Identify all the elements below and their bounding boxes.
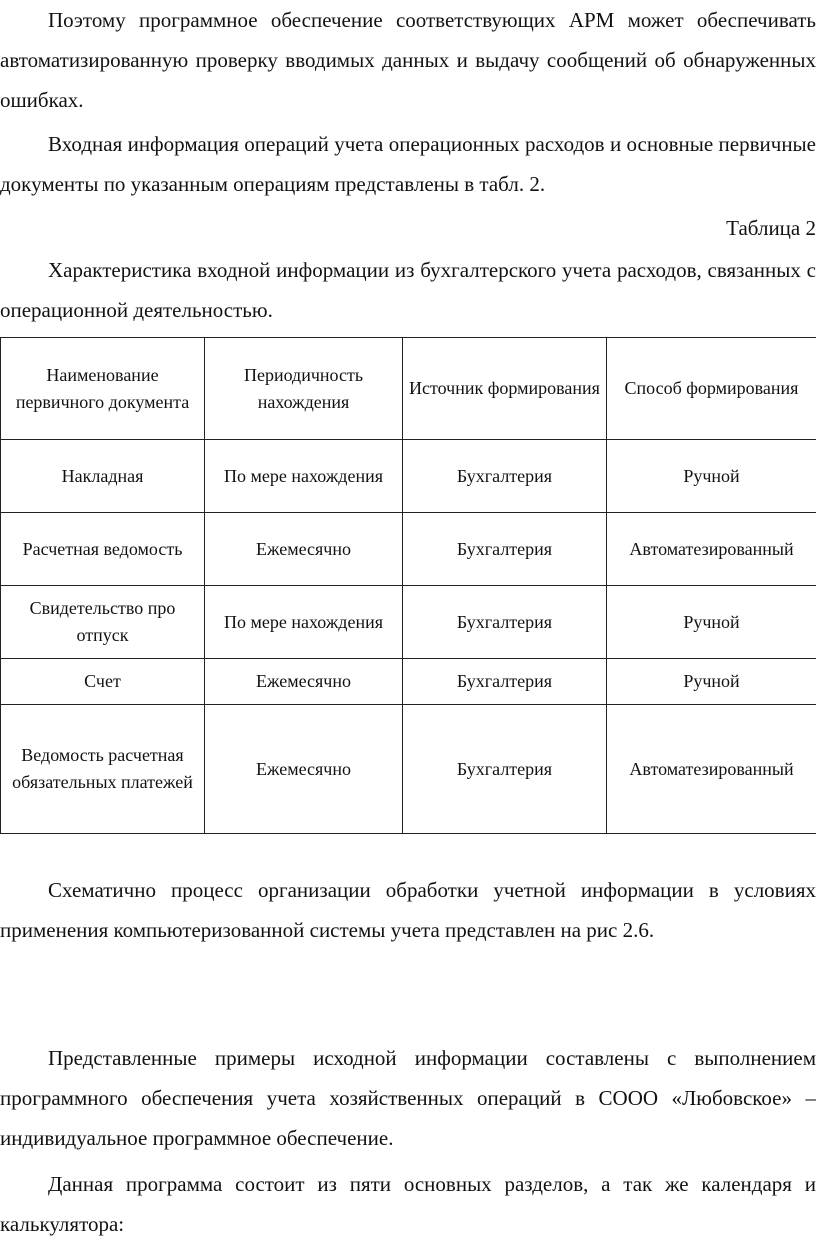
paragraph-examples: Представленные примеры исходной информации составлены с выполнением программного обеспечения учета хозяйственных операций в СООО «Любовское» – индивидуальное программное обеспечение. — [0, 1046, 816, 1150]
header-method: Способ формирования — [607, 338, 816, 440]
table-cell: Бухгалтерия — [403, 586, 607, 659]
table-cell: Автоматезированный — [607, 705, 816, 834]
table-cell: Ручной — [607, 440, 816, 513]
table-cell: Бухгалтерия — [403, 513, 607, 586]
table-cell: Ежемесячно — [205, 659, 403, 705]
table-cell: Счет — [1, 659, 205, 705]
table-row — [1, 513, 816, 586]
input-info-table — [0, 337, 816, 834]
table-row — [1, 440, 816, 513]
table-cell: Бухгалтерия — [403, 440, 607, 513]
table-cell: Свидетельство про отпуск — [1, 586, 205, 659]
table-cell: По мере нахождения — [205, 440, 403, 513]
table-row — [1, 659, 816, 705]
table-cell: Ежемесячно — [205, 705, 403, 834]
table-cell: Ручной — [607, 659, 816, 705]
paragraph-program-sections: Данная программа состоит из пяти основных разделов, а так же календаря и калькулятора: — [0, 1172, 816, 1236]
table-cell: Ежемесячно — [205, 513, 403, 586]
table-cell: Расчетная ведомость — [1, 513, 205, 586]
table-row — [1, 586, 816, 659]
table-number: Таблица 2 — [726, 216, 816, 240]
table-cell: Ведомость расчетная обязательных платежей — [1, 705, 205, 834]
header-source: Источник формирования — [403, 338, 607, 440]
table-cell: Бухгалтерия — [403, 705, 607, 834]
table-cell: Автоматезированный — [607, 513, 816, 586]
header-periodicity: Периодичность нахождения — [205, 338, 403, 440]
table-cell: Ручной — [607, 586, 816, 659]
paragraph-schematic-process: Схематично процесс организации обработки учетной информации в условиях применения компьютеризованной системы учета представлен на рис 2.6. — [0, 878, 816, 942]
table-cell: По мере нахождения — [205, 586, 403, 659]
paragraph-arm-software: Поэтому программное обеспечение соответствующих АРМ может обеспечивать автоматизированную проверку вводимых данных и выдачу сообщений об обнаруженных ошибках. — [0, 8, 816, 112]
table-header-row — [1, 338, 816, 440]
table-title: Характеристика входной информации из бухгалтерского учета расходов, связанных с операционной деятельностью. — [0, 258, 816, 322]
table-cell: Бухгалтерия — [403, 659, 607, 705]
paragraph-input-info: Входная информация операций учета операционных расходов и основные первичные документы по указанным операциям представлены в табл. 2. — [0, 132, 816, 196]
header-document-name: Наименование первичного документа — [1, 338, 205, 440]
table-row — [1, 705, 816, 834]
table-cell: Накладная — [1, 440, 205, 513]
